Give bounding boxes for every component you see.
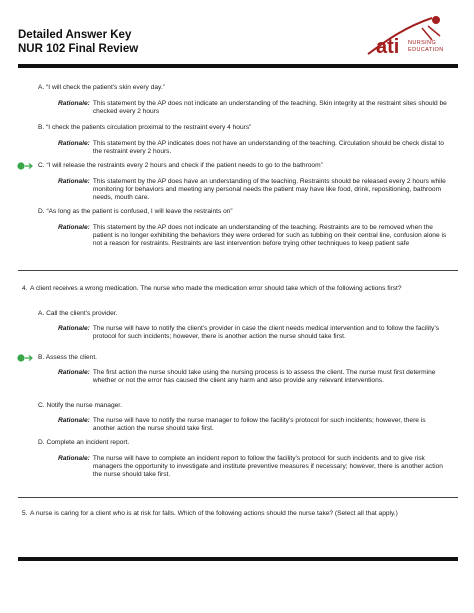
- rationale-a: [58, 100, 448, 116]
- option-text: Notify the nurse manager.: [46, 402, 122, 409]
- option-d: [38, 208, 438, 216]
- footer-divider: [18, 557, 458, 561]
- q4-option-a: [38, 310, 438, 318]
- option-b: [38, 124, 438, 132]
- rationale-c: [58, 178, 448, 202]
- rationale-label: Rationale:: [58, 100, 90, 107]
- rationale-label: Rationale:: [58, 369, 90, 376]
- option-text: “I will release the restraints every 2 hours and check if the patient needs to go to the bathroom”: [46, 162, 323, 169]
- option-label: B.: [38, 124, 45, 131]
- document-header: [18, 28, 138, 56]
- header-divider: [18, 64, 458, 68]
- section-divider: [18, 497, 458, 498]
- correct-answer-icon: [17, 162, 37, 170]
- rationale-text: The first action the nurse should take using the nursing process is to assess the client. The nurse must first determine whether or not the error has caused the client any harm and also provide any relevant interventions.: [92, 369, 436, 384]
- document-title: Detailed Answer Key: [18, 29, 132, 41]
- q4-option-c: [38, 402, 438, 410]
- rationale-d: [58, 224, 448, 248]
- rationale-label: Rationale:: [58, 140, 90, 147]
- rationale-label: Rationale:: [58, 178, 90, 185]
- correct-answer-icon: [17, 354, 37, 362]
- rationale-text: This statement by the AP indicates does not have an understanding of the teaching. Circulation should be check distal to the restraint every 2 hours.: [92, 140, 444, 155]
- question-4: [22, 285, 446, 303]
- rationale-b: [58, 140, 448, 156]
- option-label: C.: [38, 162, 45, 169]
- rationale-text: This statement by the AP does not indicate an understanding of the teaching. Restraints are to be removed when the patient is no longer exhibiting the behaviors they were ordered for such as tubbing on their central line, confusion alone is not a reason for restraints. Restraints are last intervention before trying other techniques to keep patient safe: [92, 224, 447, 247]
- option-text: “I check the patients circulation proximal to the restraint every 4 hours”: [46, 124, 252, 131]
- option-label: A.: [38, 84, 45, 91]
- rationale-text: The nurse will have to notify the client’s provider in case the client needs medical intervention and to follow the facility’s protocol for such incidents; however, there is another action the nurse should take first.: [92, 325, 439, 340]
- option-text: Complete an incident report.: [46, 439, 130, 446]
- rationale-text: The nurse will have to notify the nurse manager to follow the facility’s protocol for such incidents; however, there is another action the nurse should take first.: [92, 417, 426, 432]
- q4-rationale-c: [58, 417, 448, 433]
- rationale-label: Rationale:: [58, 455, 90, 462]
- ati-logo: [362, 14, 458, 58]
- option-label: A.: [38, 310, 45, 317]
- logo-subtitle-1: NURSING: [408, 40, 437, 46]
- q4-rationale-a: [58, 325, 448, 341]
- course-title: NUR 102 Final Review: [18, 43, 139, 55]
- question-number: 4.: [22, 285, 28, 292]
- option-label: B.: [38, 354, 45, 361]
- rationale-label: Rationale:: [58, 417, 90, 424]
- option-text: “I will check the patient's skin every day.”: [46, 84, 165, 91]
- rationale-label: Rationale:: [58, 325, 90, 332]
- rationale-label: Rationale:: [58, 224, 90, 231]
- question-number: 5.: [22, 510, 28, 517]
- question-text: A nurse is caring for a client who is at risk for falls. Which of the following actions should the nurse take? (Select all that apply.): [30, 510, 398, 517]
- logo-subtitle-2: EDUCATION: [408, 47, 444, 53]
- question-text: A client receives a wrong medication. The nurse who made the medication error should take which of the following actions first?: [30, 285, 402, 292]
- logo-brand: ati: [376, 36, 400, 58]
- section-divider: [18, 270, 458, 271]
- q4-option-d: [38, 439, 438, 447]
- question-5: [22, 510, 446, 528]
- rationale-text: The nurse will have to complete an incident report to follow the facility’s protocol for such incidents and to give risk managers the opportunity to investigate and institute preventive measures if necessary; however, there is another action the nurse should take first.: [92, 455, 443, 478]
- rationale-text: This statement by the AP does not indicate an understanding of the teaching. Skin integrity at the restraint sites should be checked every 2 hours: [92, 100, 447, 115]
- option-a: [38, 84, 438, 92]
- rationale-text: This statement by the AP does have an understanding of the teaching. Restraints should be released every 2 hours while monitoring for behaviors and meeting any personal needs the patient may have like food, drink, repositioning, bathroom needs, mouth care.: [92, 178, 446, 201]
- q4-option-b-correct: [38, 354, 438, 362]
- q4-rationale-d: [58, 455, 448, 479]
- option-c-correct: [38, 162, 438, 170]
- option-label: C.: [38, 402, 45, 409]
- option-label: D.: [38, 439, 45, 446]
- q4-rationale-b: [58, 369, 448, 385]
- option-text: Call the client’s provider.: [46, 310, 118, 317]
- option-label: D.: [38, 208, 45, 215]
- option-text: “As long as the patient is confused, I will leave the restraints on”: [46, 208, 233, 215]
- option-text: Assess the client.: [45, 354, 98, 361]
